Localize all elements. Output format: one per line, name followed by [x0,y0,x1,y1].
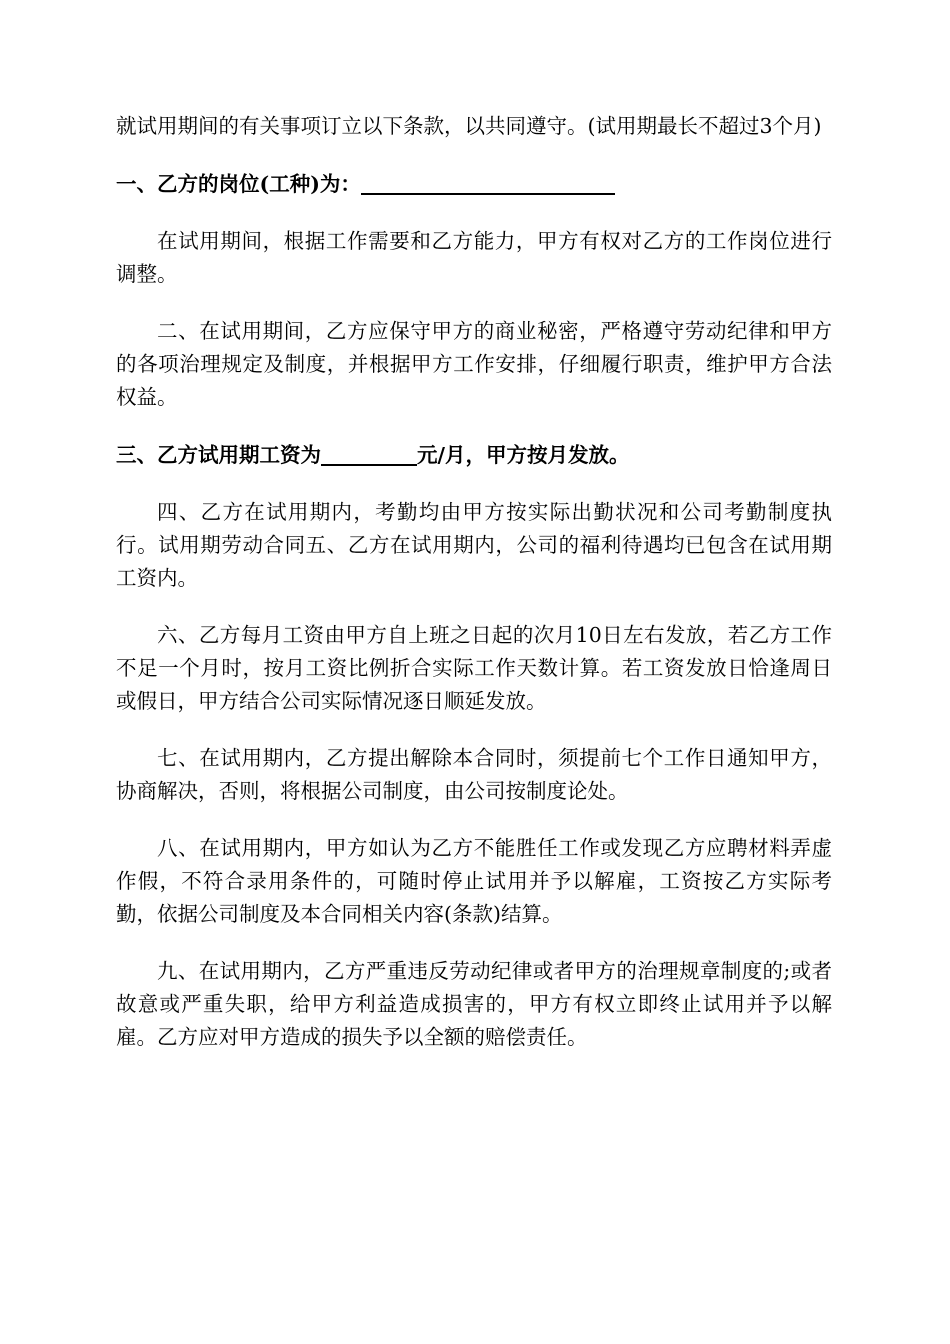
clause-8-dismissal: 八、在试用期内，甲方如认为乙方不能胜任工作或发现乙方应聘材料弄虚作假，不符合录用条件的，可随时停止试用并予以解雇，工资按乙方实际考勤，依据公司制度及本合同相关内容(条款)结算。 [116,836,832,926]
clause-1-position [116,167,832,201]
clause-3-salary [116,438,832,472]
clause-7-resignation: 七、在试用期内，乙方提出解除本合同时，须提前七个工作日通知甲方，协商解决，否则，将根据公司制度，由公司按制度论处。 [116,746,832,803]
clause-9-violation: 九、在试用期内，乙方严重违反劳动纪律或者甲方的治理规章制度的;或者故意或严重失职，给甲方利益造成损害的，甲方有权立即终止试用并予以解雇。乙方应对甲方造成的损失予以全额的赔偿责任。 [116,959,832,1049]
clause-3-label: 三、乙方试用期工资为 [116,443,321,467]
clause-1-label: 一、乙方的岗位(工种)为： [116,172,361,196]
document-body [116,110,832,1078]
clause-4-5-attendance: 四、乙方在试用期内，考勤均由甲方按实际出勤状况和公司考勤制度执行。试用期劳动合同五、乙方在试用期内，公司的福利待遇均已包含在试用期工资内。 [116,500,832,590]
clause-2-confidentiality: 二、在试用期间，乙方应保守甲方的商业秘密，严格遵守劳动纪律和甲方的各项治理规定及制度，并根据甲方工作安排，仔细履行职责，维护甲方合法权益。 [116,319,832,409]
clause-6-payday: 六、乙方每月工资由甲方自上班之日起的次月10日左右发放，若乙方工作不足一个月时，按月工资比例折合实际工作天数计算。若工资发放日恰逢周日或假日，甲方结合公司实际情况逐日顺延发放。 [116,623,832,713]
position-blank-field[interactable] [361,167,615,195]
clause-3-suffix: 元/月，甲方按月发放。 [417,443,630,467]
paragraph-position-adjust: 在试用期间，根据工作需要和乙方能力，甲方有权对乙方的工作岗位进行调整。 [116,229,832,286]
paragraph-intro: 就试用期间的有关事项订立以下条款，以共同遵守。(试用期最长不超过3个月) [116,114,822,138]
salary-blank-field[interactable] [321,438,417,466]
